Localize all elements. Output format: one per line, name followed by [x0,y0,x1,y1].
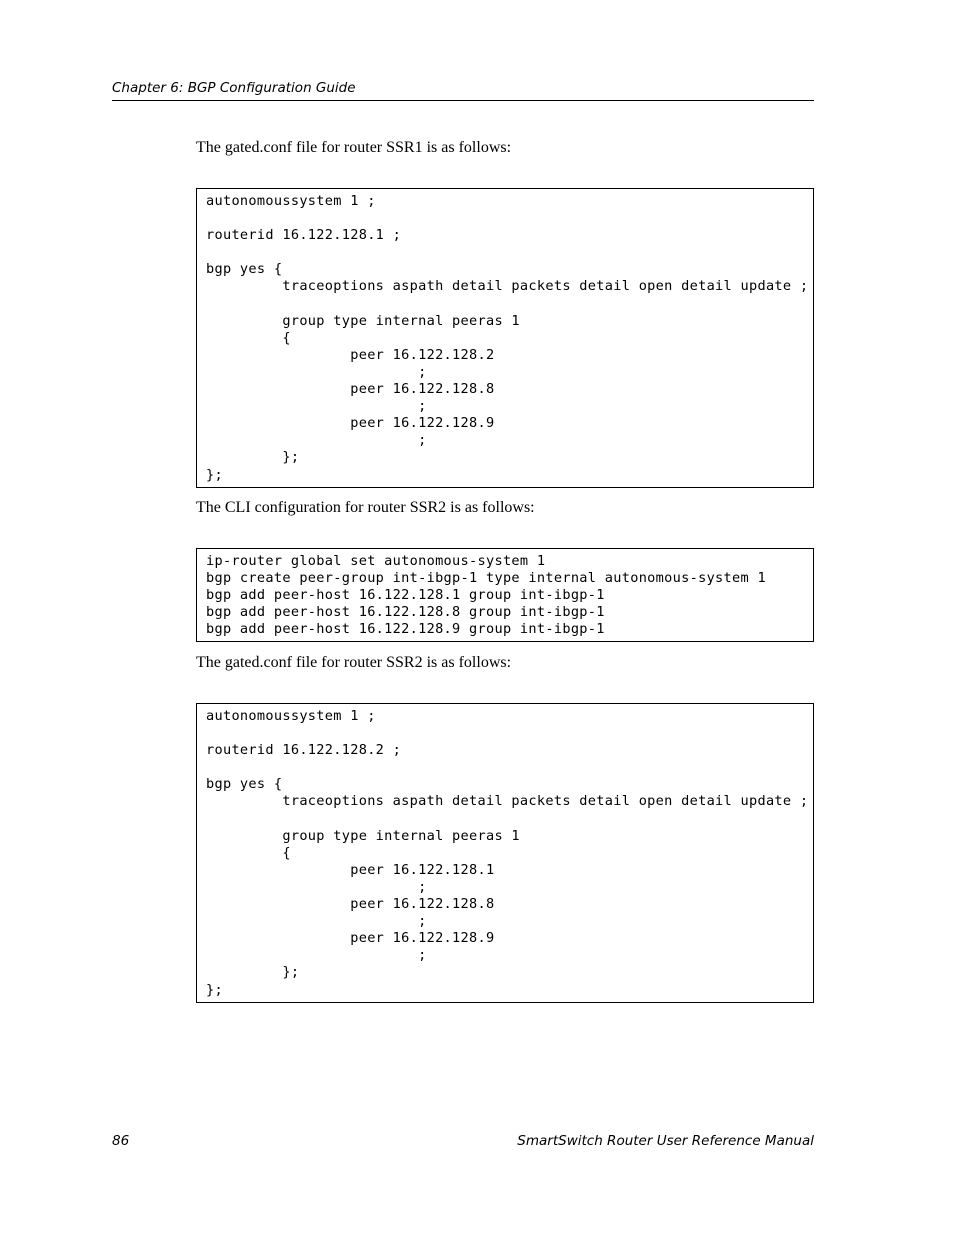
ssr2-gated-code: autonomoussystem 1 ; routerid 16.122.128.2 ; bgp yes { traceoptions aspath detail packets detail open detail update ; group type internal peeras 1 { peer 16.122.128.1 ; peer 16.122.128.8 ; peer 16.122.128.9 ; }; }; [206,708,809,998]
ssr1-gated-intro: The gated.conf file for router SSR1 is as follows: [196,139,512,156]
chapter-title: Chapter 6: BGP Configuration Guide [112,80,356,96]
ssr1-gated-code: autonomoussystem 1 ; routerid 16.122.128.1 ; bgp yes { traceoptions aspath detail packets detail open detail update ; group type internal peeras 1 { peer 16.122.128.2 ; peer 16.122.128.8 ; peer 16.122.128.9 ; }; }; [206,193,809,483]
page-number: 86 [112,1133,130,1149]
manual-title: SmartSwitch Router User Reference Manual [517,1133,814,1149]
ssr2-cli-code: ip-router global set autonomous-system 1 bgp create peer-group int-ibgp-1 type internal autonomous-system 1 bgp add peer-host 16.122.128.1 group int-ibgp-1 bgp add peer-host 16.122.128.8 group int-ibgp-1 bgp add peer-host 16.122.128.9 group int-ibgp-1 [206,553,766,638]
ssr1-gated-code-box [196,188,814,488]
ssr2-gated-intro: The gated.conf file for router SSR2 is as follows: [196,654,512,671]
ssr2-gated-code-box [196,703,814,1003]
running-header [112,78,814,101]
ssr2-cli-intro: The CLI configuration for router SSR2 is as follows: [196,499,535,516]
ssr2-cli-code-box [196,548,814,642]
